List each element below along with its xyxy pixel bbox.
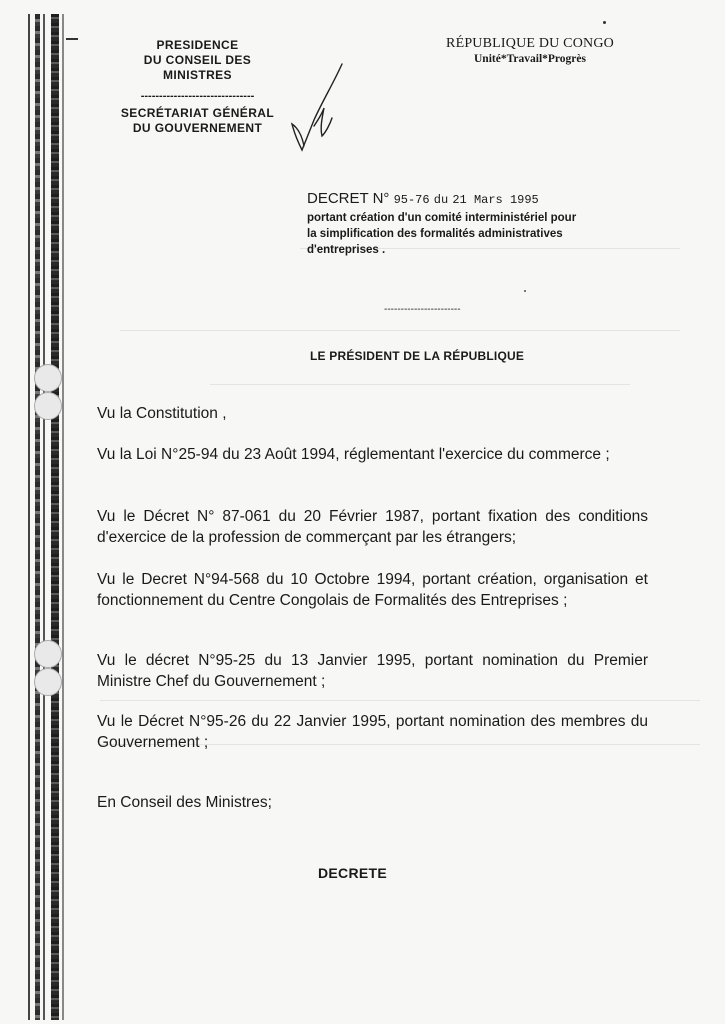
issuer-line: SECRÉTARIAT GÉNÉRAL xyxy=(120,106,275,120)
issuer-line: MINISTRES xyxy=(163,68,232,82)
visa-paragraph xyxy=(97,569,648,611)
decree-subject-line: la simplification des formalités administratives xyxy=(307,228,563,240)
issuer-header xyxy=(90,38,305,136)
binding-ring-icon xyxy=(34,640,62,668)
scan-dot xyxy=(603,21,606,24)
decree-label: DECRET N° xyxy=(307,190,390,207)
binding-strip xyxy=(28,0,66,1024)
scan-artifact xyxy=(210,384,630,385)
binding-ring-icon xyxy=(34,392,62,420)
national-motto: Unité*Travail*Progrès xyxy=(474,53,586,65)
section-divider: ----------------------- xyxy=(384,304,461,315)
scan-artifact xyxy=(100,700,700,701)
decree-number: 95-76 xyxy=(393,193,430,207)
issuer-line: DU GOUVERNEMENT xyxy=(132,121,263,135)
decrete-heading: DECRETE xyxy=(318,865,387,881)
signature-icon xyxy=(284,62,354,157)
visa-paragraph xyxy=(97,403,648,424)
paragraph-text: Vu le Décret N°95-26 du 22 Janvier 1995, portant nomination des membres du Gouvernement ; xyxy=(97,713,648,751)
authority-heading: LE PRÉSIDENT DE LA RÉPUBLIQUE xyxy=(310,349,525,363)
paragraph-text: Vu la Loi N°25-94 du 23 Août 1994, réglementant l'exercice du commerce ; xyxy=(97,446,610,463)
visa-paragraph xyxy=(97,506,648,548)
decree-subject-line: d'entreprises . xyxy=(307,244,386,256)
decree-subject-line: portant création d'un comité interministériel pour xyxy=(307,212,577,224)
decree-subject xyxy=(307,210,667,258)
paragraph-text: Vu le Décret N° 87-061 du 20 Février 1987, portant fixation des conditions d'exercice de la profession de commerçant par les étrangers; xyxy=(97,508,648,546)
country-header xyxy=(430,36,630,65)
binding-ring-icon xyxy=(34,668,62,696)
scan-dot xyxy=(524,290,526,292)
header-divider: ------------------------------- xyxy=(140,90,255,102)
paragraph-text: Vu le décret N°95-25 du 13 Janvier 1995, portant nomination du Premier Ministre Chef du Gouvernement ; xyxy=(97,652,648,690)
decree-du: du xyxy=(433,193,449,207)
paragraph-text: Vu la Constitution , xyxy=(97,405,227,422)
corner-mark xyxy=(66,38,78,40)
country-name: RÉPUBLIQUE DU CONGO xyxy=(446,36,614,51)
issuer-line: DU CONSEIL DES xyxy=(143,53,252,67)
visa-paragraph xyxy=(97,444,648,465)
issuer-line: PRESIDENCE xyxy=(156,38,239,52)
decree-title-block xyxy=(307,190,667,258)
visa-paragraph xyxy=(97,711,648,753)
paragraph-text: Vu le Decret N°94-568 du 10 Octobre 1994, portant création, organisation et fonctionnement du Centre Congolais de Formalités des Entreprises ; xyxy=(97,571,648,609)
scan-artifact xyxy=(120,330,680,331)
binding-ring-icon xyxy=(34,364,62,392)
paragraph-text: En Conseil des Ministres; xyxy=(97,794,272,811)
decree-number-line xyxy=(307,190,667,207)
decree-date: 21 Mars 1995 xyxy=(452,193,539,207)
visa-paragraph xyxy=(97,650,648,692)
council-line xyxy=(97,792,648,813)
